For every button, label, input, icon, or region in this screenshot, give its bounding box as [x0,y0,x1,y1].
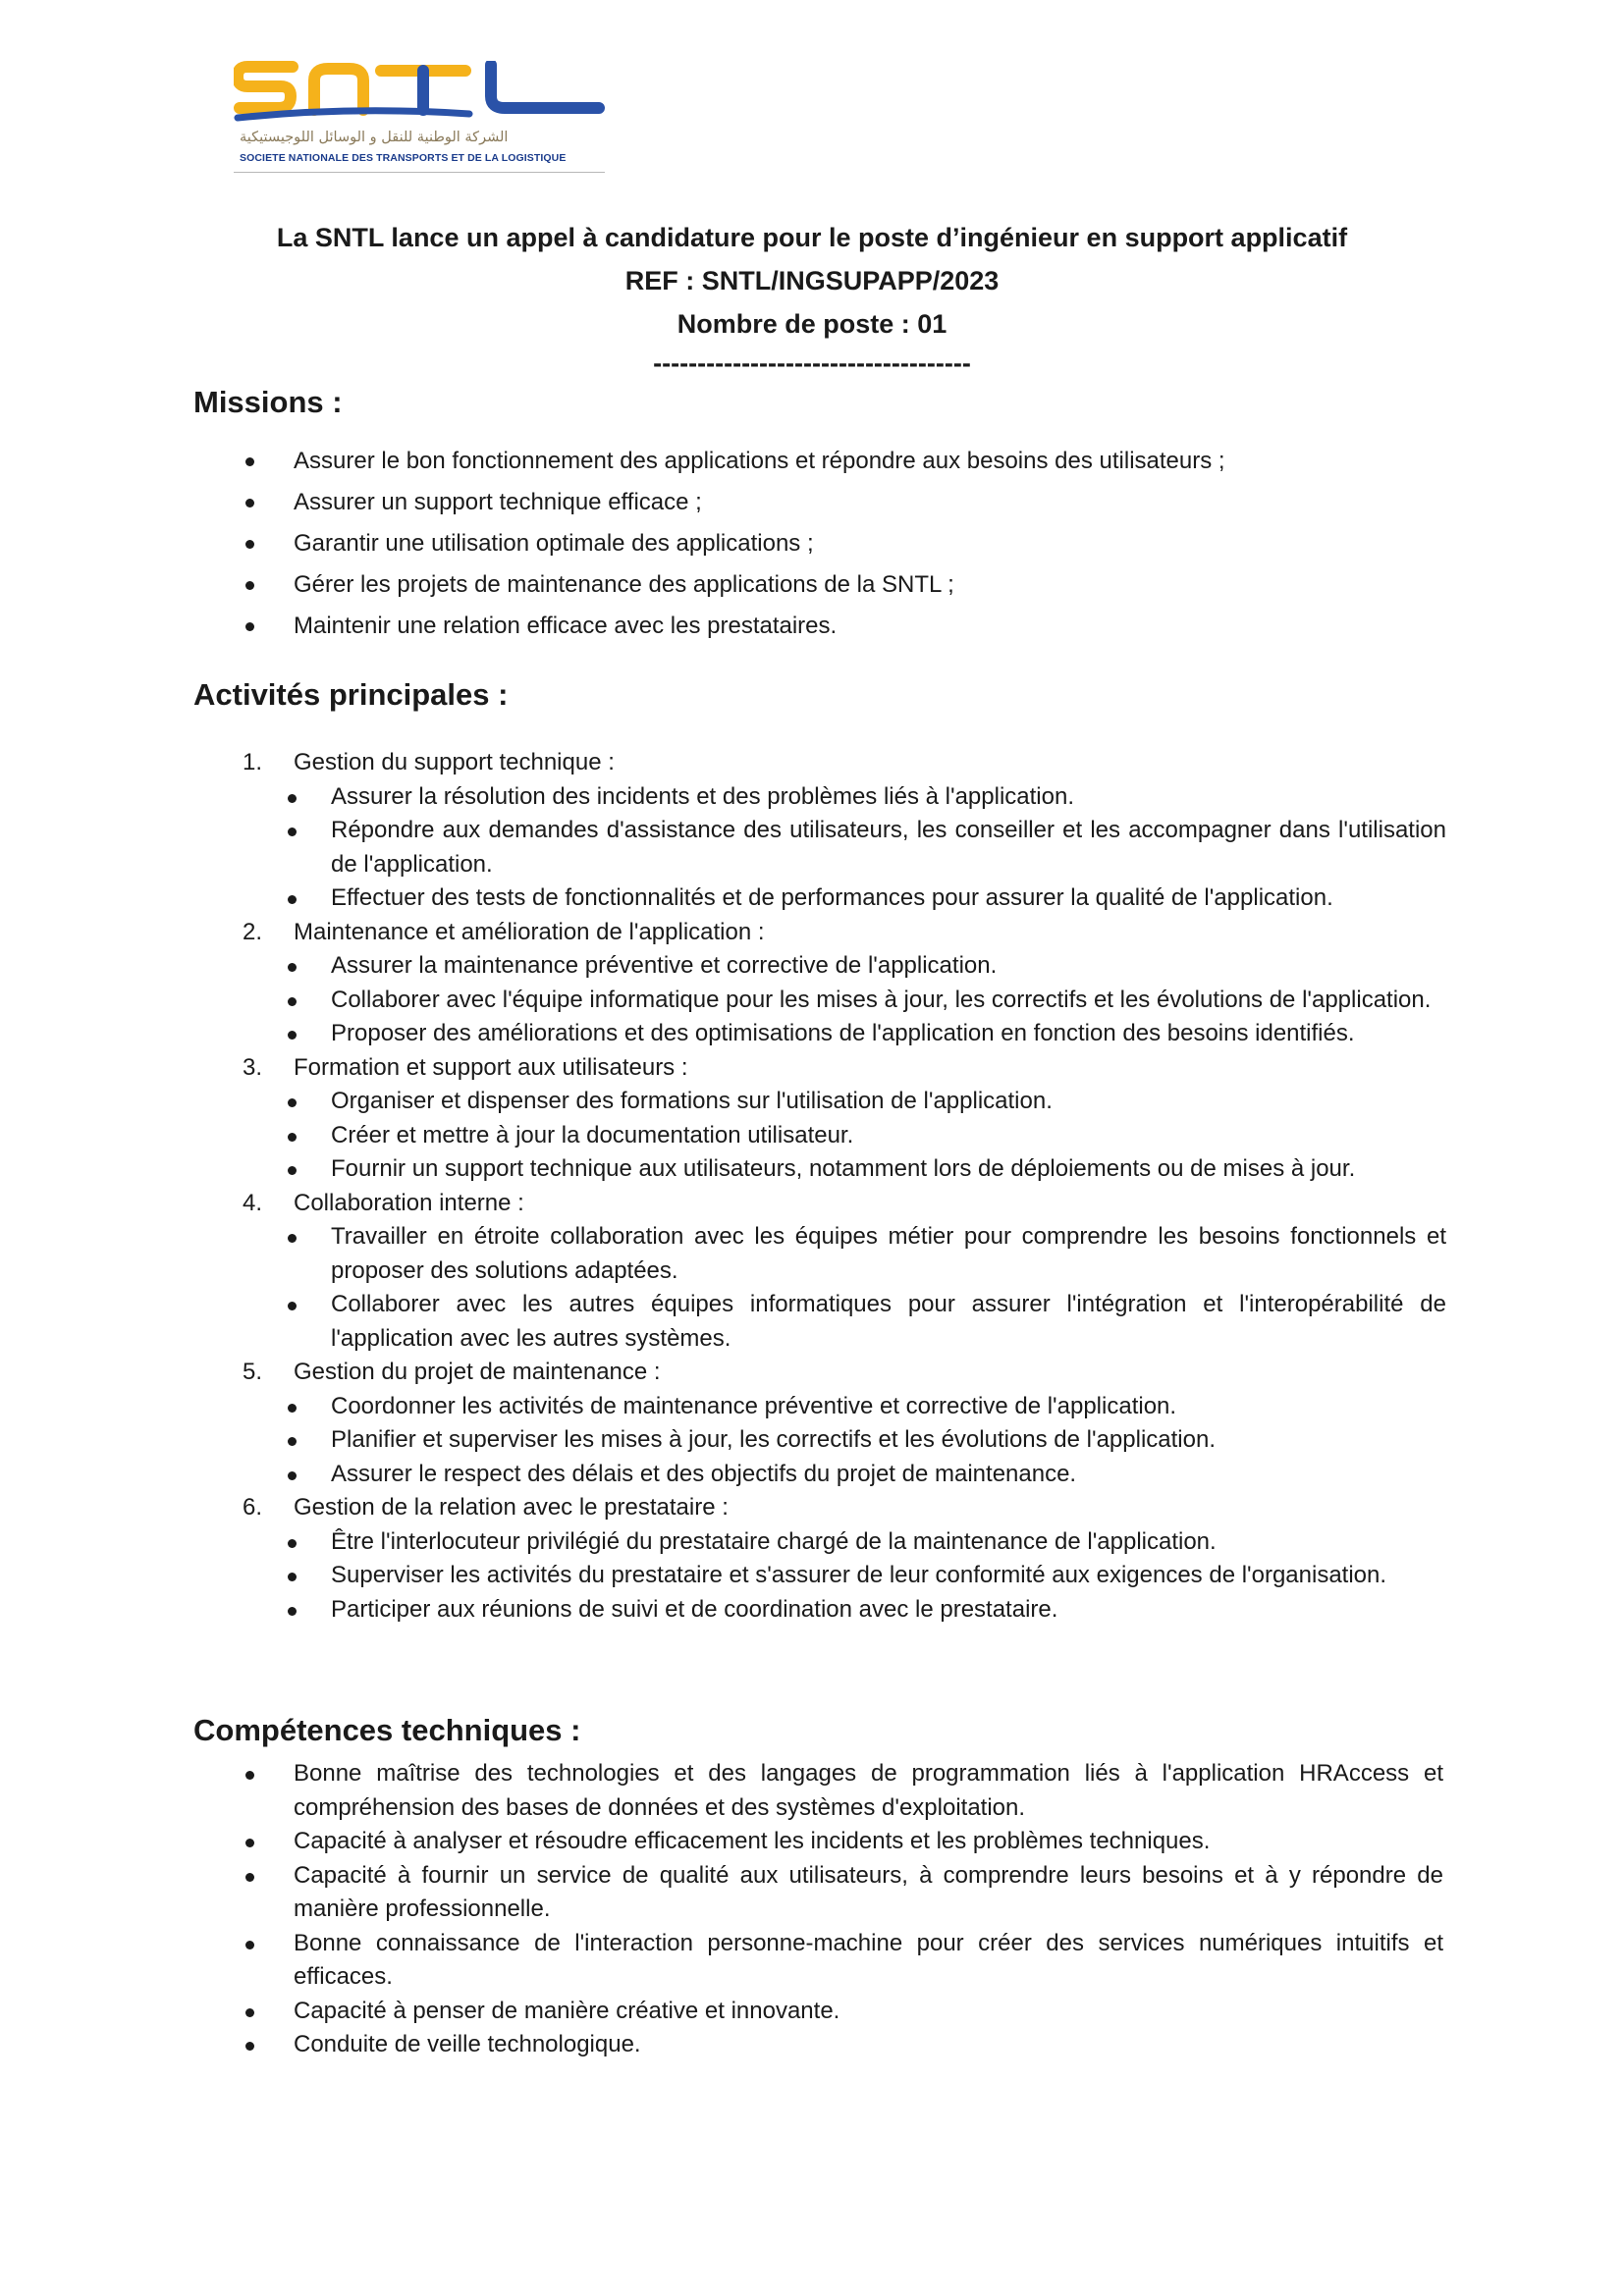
sntl-logo [234,61,607,177]
activite-sublist [294,1390,1446,1492]
activite-item: Fournir un support technique aux utilisateurs, notamment lors de déploiements ou de mises à jour. [294,1152,1446,1187]
activite-label: Gestion du support technique : [294,749,615,775]
job-title: La SNTL lance un appel à candidature pour le poste d’ingénieur en support applicatif [276,223,1348,252]
mission-item: Assurer le bon fonctionnement des applications et répondre aux besoins des utilisateurs ; [193,441,1440,482]
competence-item: Conduite de veille technologique. [193,2028,1443,2062]
activite-number: 5. [243,1359,263,1385]
activite-item: Collaborer avec les autres équipes informatiques pour assurer l'intégration et l'interopérabilité de l'application avec les autres systèmes. [294,1288,1446,1356]
logo-french-name: SOCIETE NATIONALE DES TRANSPORTS ET DE LA LOGISTIQUE [240,152,567,164]
activite-number: 2. [243,918,263,945]
activites-title: Activités principales : [193,677,509,712]
activite-item: Proposer des améliorations et des optimisations de l'application en fonction des besoins identifiés. [294,1017,1446,1051]
sntl-wordmark-graphic [234,61,607,130]
competence-item: Capacité à fournir un service de qualité aux utilisateurs, à comprendre leurs besoins et à y répondre de manière professionnelle. [193,1859,1443,1927]
competence-item: Bonne connaissance de l'interaction personne-machine pour créer des services numériques intuitifs et efficaces. [193,1927,1443,1995]
competence-item: Capacité à penser de manière créative et innovante. [193,1995,1443,2029]
activite-number: 1. [243,749,263,775]
activite-group [193,1356,1446,1491]
activite-group [193,916,1446,1051]
logo-underline [234,172,605,173]
competences-title: Compétences techniques : [193,1713,581,1747]
activite-item: Effectuer des tests de fonctionnalités et de performances pour assurer la qualité de l'application. [294,881,1446,916]
activite-sublist [294,1085,1446,1187]
activite-number: 4. [243,1189,263,1216]
activite-sublist [294,1220,1446,1356]
job-positions-count: Nombre de poste : 01 [677,309,947,339]
activite-label: Gestion du projet de maintenance : [294,1359,661,1385]
activite-number: 6. [243,1494,263,1521]
activite-label: Formation et support aux utilisateurs : [294,1053,688,1081]
activite-group [193,746,1446,916]
activite-sublist [294,949,1446,1051]
activite-item: Assurer la résolution des incidents et des problèmes liés à l'application. [294,780,1446,815]
activite-item: Créer et mettre à jour la documentation utilisateur. [294,1119,1446,1153]
competence-item: Bonne maîtrise des technologies et des langages de programmation liés à l'application HRAccess et compréhension des bases de données et des systèmes d'exploitation. [193,1757,1443,1825]
activite-item: Organiser et dispenser des formations sur l'utilisation de l'application. [294,1085,1446,1119]
activites-list [193,746,1446,1627]
activite-sublist [294,780,1446,916]
activite-group [193,1051,1446,1187]
activite-label: Collaboration interne : [294,1189,524,1216]
mission-item: Maintenir une relation efficace avec les prestataires. [193,606,1440,647]
activite-label: Gestion de la relation avec le prestataire : [294,1494,729,1521]
activite-item: Assurer la maintenance préventive et corrective de l'application. [294,949,1446,984]
job-header [0,216,1624,381]
activite-item: Superviser les activités du prestataire et s'assurer de leur conformité aux exigences de l'organisation. [294,1559,1446,1593]
activite-item: Travailler en étroite collaboration avec les équipes métier pour comprendre les besoins fonctionnels et proposer des solutions adaptées. [294,1220,1446,1288]
activite-item: Être l'interlocuteur privilégié du prestataire chargé de la maintenance de l'application. [294,1525,1446,1560]
activite-item: Participer aux réunions de suivi et de coordination avec le prestataire. [294,1593,1446,1628]
competence-item: Capacité à analyser et résoudre efficacement les incidents et les problèmes techniques. [193,1825,1443,1859]
activite-item: Planifier et superviser les mises à jour, les correctifs et les évolutions de l'application. [294,1423,1446,1458]
missions-list [193,441,1440,647]
activite-group [193,1187,1446,1357]
logo-arabic-name: الشركة الوطنية للنقل و الوسائل اللوجيستيكية [240,130,509,145]
activite-label: Maintenance et amélioration de l'application : [294,918,765,945]
activite-sublist [294,1525,1446,1628]
job-reference: REF : SNTL/INGSUPAPP/2023 [624,266,1000,295]
missions-title: Missions : [193,385,343,419]
header-separator: ------------------------------------ [653,348,971,378]
activite-item: Collaborer avec l'équipe informatique pour les mises à jour, les correctifs et les évolutions de l'application. [294,984,1446,1018]
activite-group [193,1491,1446,1627]
mission-item: Assurer un support technique efficace ; [193,482,1440,523]
mission-item: Garantir une utilisation optimale des applications ; [193,523,1440,564]
activite-item: Coordonner les activités de maintenance préventive et corrective de l'application. [294,1390,1446,1424]
mission-item: Gérer les projets de maintenance des applications de la SNTL ; [193,564,1440,606]
competences-list [193,1757,1443,2062]
activite-item: Assurer le respect des délais et des objectifs du projet de maintenance. [294,1458,1446,1492]
activite-item: Répondre aux demandes d'assistance des utilisateurs, les conseiller et les accompagner dans l'utilisation de l'application. [294,814,1446,881]
activite-number: 3. [243,1053,263,1081]
